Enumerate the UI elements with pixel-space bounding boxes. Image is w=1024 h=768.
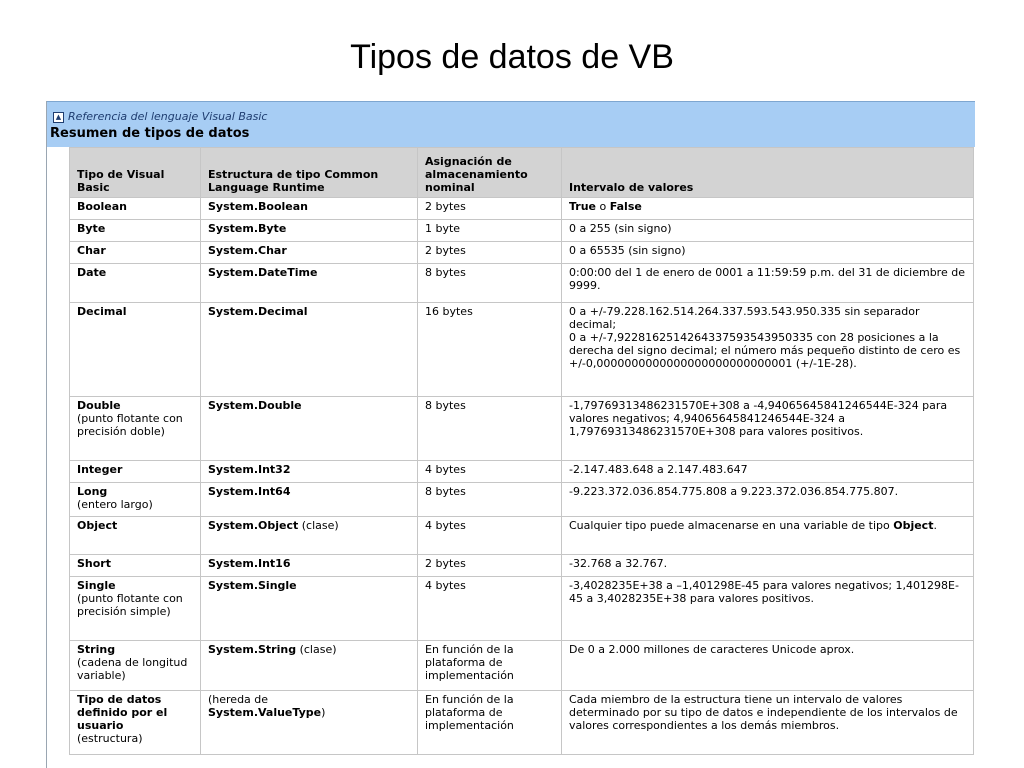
type-name: Date (70, 264, 201, 303)
clr-structure: System.Boolean (201, 198, 418, 220)
type-name-label: Double (77, 399, 121, 412)
clr-structure-note: (clase) (298, 519, 339, 532)
value-range: -1,79769313486231570E+308 a -4,94065645841246544E-324 para valores negativos; 4,94065645841246544E-324 a 1,79769313486231570E+308 para valores positivos. (562, 397, 974, 461)
type-name (70, 691, 201, 755)
clr-structure: System.Decimal (201, 303, 418, 397)
type-description: (punto flotante con precisión doble) (77, 412, 183, 438)
clr-structure: System.Int16 (201, 555, 418, 577)
type-name: Byte (70, 220, 201, 242)
storage-size: 8 bytes (418, 483, 562, 517)
storage-size: En función de la plataforma de implementación (418, 691, 562, 755)
clr-structure-prefix: (hereda de (208, 693, 269, 706)
table-row (70, 220, 974, 242)
value-range (562, 198, 974, 220)
data-types-table (69, 147, 974, 755)
value-range (562, 517, 974, 555)
storage-size: 16 bytes (418, 303, 562, 397)
type-name: Integer (70, 461, 201, 483)
clr-structure-name: System.ValueType (208, 706, 322, 719)
column-header: Intervalo de valores (562, 148, 974, 198)
clr-structure: System.Char (201, 242, 418, 264)
table-row (70, 461, 974, 483)
value-range: 0 a 255 (sin signo) (562, 220, 974, 242)
table-row (70, 577, 974, 641)
table-row (70, 303, 974, 397)
value-range (562, 303, 974, 397)
range-or: o (596, 200, 610, 213)
type-name: Decimal (70, 303, 201, 397)
type-name-label: Single (77, 579, 116, 592)
type-name-label: Long (77, 485, 108, 498)
type-description: (estructura) (77, 732, 143, 745)
type-name: Object (70, 517, 201, 555)
storage-size: 4 bytes (418, 461, 562, 483)
storage-size: 2 bytes (418, 555, 562, 577)
clr-structure (201, 641, 418, 691)
clr-structure: System.Byte (201, 220, 418, 242)
clr-structure: System.Int32 (201, 461, 418, 483)
storage-size: 4 bytes (418, 517, 562, 555)
clr-structure: System.Single (201, 577, 418, 641)
value-range: 0 a 65535 (sin signo) (562, 242, 974, 264)
value-range: -3,4028235E+38 a –1,401298E-45 para valores negativos; 1,401298E-45 a 3,4028235E+38 para valores positivos. (562, 577, 974, 641)
column-header: Estructura de tipo Common Language Runtime (201, 148, 418, 198)
type-name: Short (70, 555, 201, 577)
type-description: (cadena de longitud variable) (77, 656, 188, 682)
reference-link[interactable] (53, 110, 267, 123)
type-description: (entero largo) (77, 498, 153, 511)
range-true: True (569, 200, 597, 213)
type-name (70, 641, 201, 691)
storage-size: 2 bytes (418, 242, 562, 264)
value-range: -9.223.372.036.854.775.808 a 9.223.372.036.854.775.807. (562, 483, 974, 517)
section-heading: Resumen de tipos de datos (50, 126, 250, 141)
table-header-row (70, 148, 974, 198)
clr-structure: System.Double (201, 397, 418, 461)
type-name (70, 483, 201, 517)
column-header: Asignación de almacenamiento nominal (418, 148, 562, 198)
type-description: (punto flotante con precisión simple) (77, 592, 183, 618)
range-false: False (609, 200, 642, 213)
collapse-icon[interactable]: ▲ (53, 112, 64, 123)
table-row (70, 264, 974, 303)
storage-size: 8 bytes (418, 397, 562, 461)
table-row (70, 555, 974, 577)
table-row (70, 198, 974, 220)
value-range: De 0 a 2.000 millones de caracteres Unicode aprox. (562, 641, 974, 691)
range-end: . (933, 519, 937, 532)
range-text: Cualquier tipo puede almacenarse en una variable de tipo (569, 519, 894, 532)
range-line: 0 a +/-7,9228162514264337593543950335 con 28 posiciones a la derecha del signo decimal; el número más pequeño distinto de cero es (569, 331, 961, 357)
clr-structure: System.Int64 (201, 483, 418, 517)
clr-structure (201, 517, 418, 555)
clr-structure-name: System.String (208, 643, 297, 656)
value-range: 0:00:00 del 1 de enero de 0001 a 11:59:59 p.m. del 31 de diciembre de 9999. (562, 264, 974, 303)
storage-size: 1 byte (418, 220, 562, 242)
clr-structure (201, 691, 418, 755)
type-name-label: Tipo de datos definido por el usuario (77, 693, 168, 732)
reference-link-label: Referencia del lenguaje Visual Basic (68, 110, 268, 123)
clr-structure-name: System.Object (208, 519, 299, 532)
document-screenshot (46, 101, 975, 768)
storage-size: 4 bytes (418, 577, 562, 641)
table-row (70, 242, 974, 264)
type-name (70, 397, 201, 461)
range-line: +/-0,0000000000000000000000000001 (+/-1E-28). (569, 357, 857, 370)
range-type: Object (893, 519, 934, 532)
value-range: -32.768 a 32.767. (562, 555, 974, 577)
document-header (47, 101, 975, 147)
type-name-label: String (77, 643, 116, 656)
slide-title: Tipos de datos de VB (350, 38, 674, 76)
clr-structure-suffix: ) (321, 706, 326, 719)
value-range: -2.147.483.648 a 2.147.483.647 (562, 461, 974, 483)
storage-size: En función de la plataforma de implementación (418, 641, 562, 691)
type-name (70, 577, 201, 641)
storage-size: 2 bytes (418, 198, 562, 220)
column-header: Tipo de Visual Basic (70, 148, 201, 198)
value-range: Cada miembro de la estructura tiene un intervalo de valores determinado por su tipo de datos e independiente de los intervalos de valores correspondientes a los demás miembros. (562, 691, 974, 755)
type-name: Char (70, 242, 201, 264)
range-line: 0 a +/-79.228.162.514.264.337.593.543.950.335 sin separador decimal; (569, 305, 920, 331)
table-row (70, 397, 974, 461)
table-row (70, 517, 974, 555)
table-row (70, 691, 974, 755)
type-name: Boolean (70, 198, 201, 220)
table-row (70, 483, 974, 517)
storage-size: 8 bytes (418, 264, 562, 303)
table-row (70, 641, 974, 691)
clr-structure: System.DateTime (201, 264, 418, 303)
clr-structure-note: (clase) (296, 643, 337, 656)
